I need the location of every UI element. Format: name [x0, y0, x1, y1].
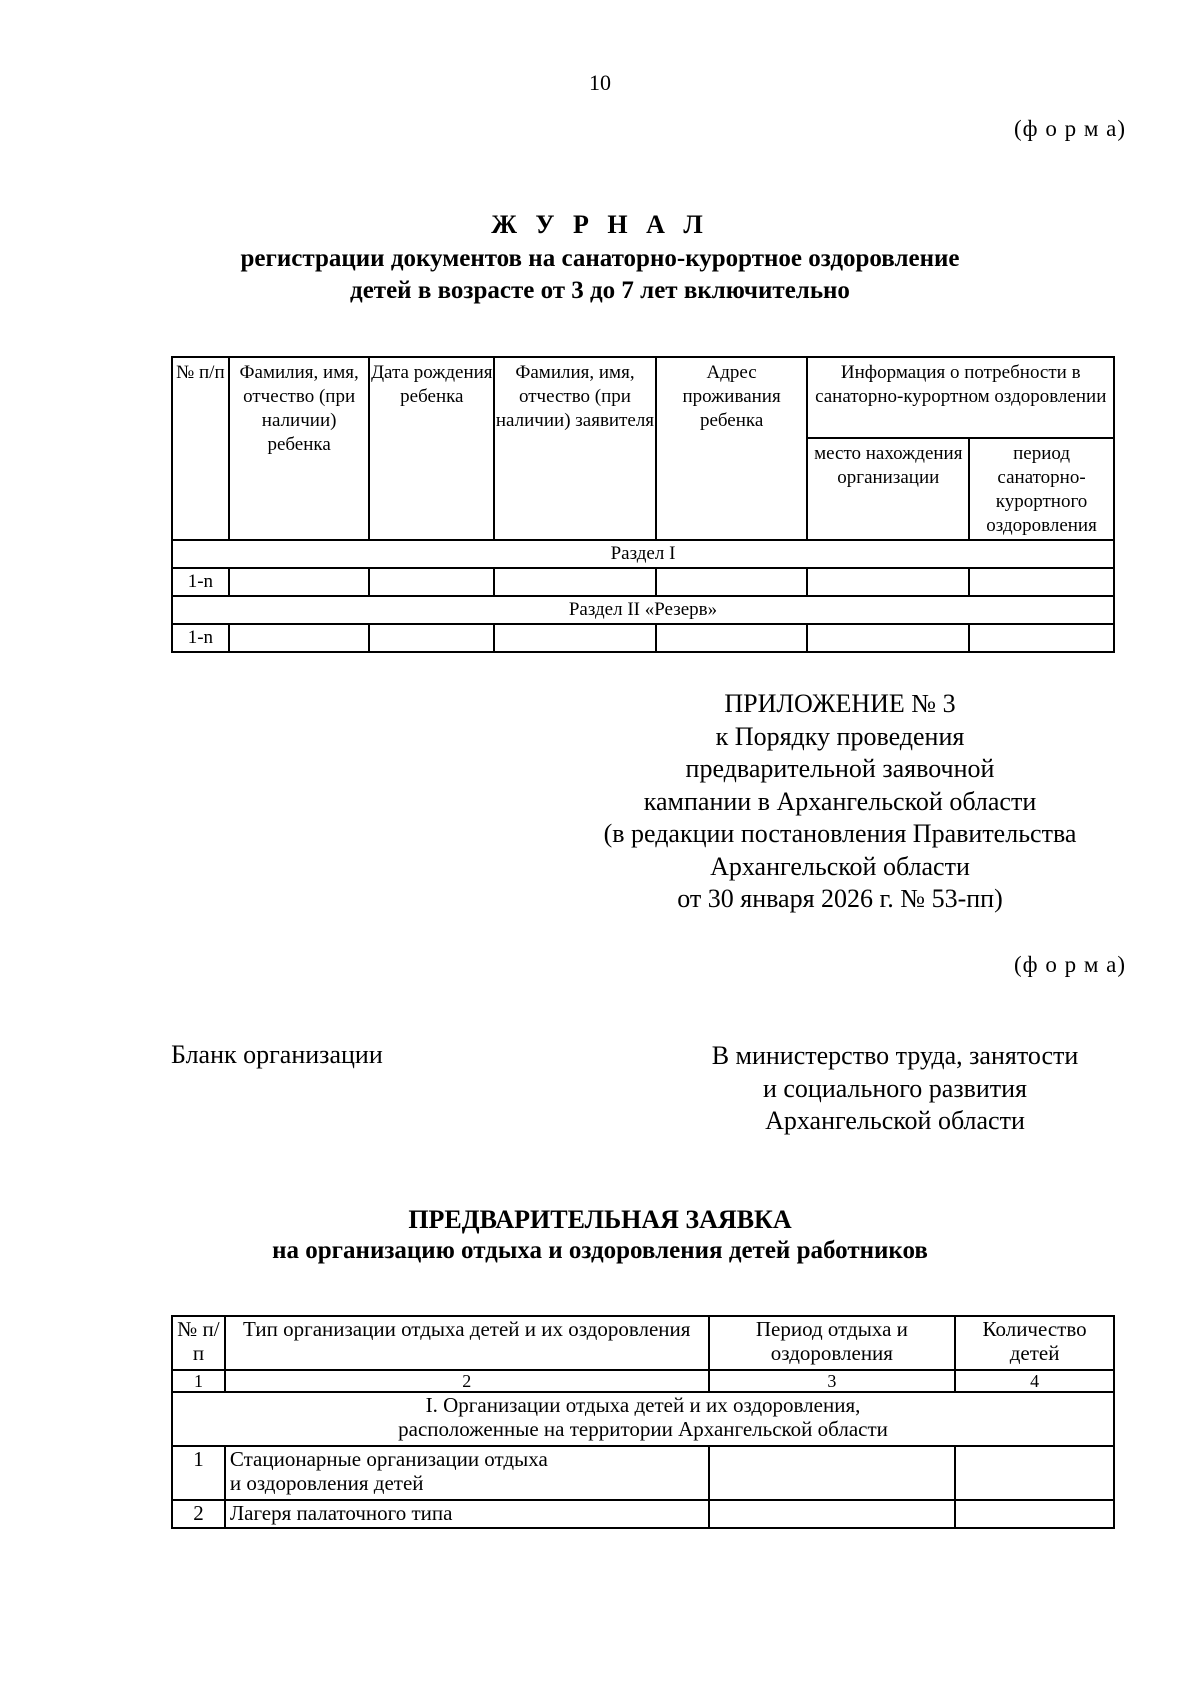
col-number: 1	[172, 1370, 225, 1392]
row-type: Лагеря палаточного типа	[225, 1500, 709, 1528]
col-number: 4	[955, 1370, 1114, 1392]
appendix-line4: кампании в Архангельской области	[643, 786, 1037, 816]
empty-cell	[709, 1500, 956, 1528]
col-number: 3	[709, 1370, 956, 1392]
form-label-2: (ф о р м а)	[1014, 952, 1126, 977]
appendix-line5: (в редакции постановления Правительства	[603, 819, 1077, 848]
application-table	[171, 1315, 1115, 1529]
form-label: (ф о р м а)	[1014, 116, 1126, 141]
recipient-block	[680, 1040, 1110, 1138]
header-birth-date: Дата рождения ребенка	[369, 357, 494, 540]
recipient-line2: и социального развития	[762, 1073, 1028, 1103]
app-section-1-line1: I. Организации отдыха детей и их оздоровления,	[425, 1393, 861, 1417]
app-header-period: Период отдыха и оздоровления	[709, 1316, 956, 1370]
app-header-type: Тип организации отдыха детей и их оздоровления	[225, 1316, 709, 1370]
empty-cell	[369, 624, 494, 652]
empty-cell	[709, 1446, 956, 1500]
empty-cell	[955, 1500, 1114, 1528]
journal-subtitle-line2: детей в возрасте от 3 до 7 лет включительно	[350, 277, 850, 304]
row-type-line1: Стационарные организации отдыха	[229, 1447, 548, 1471]
appendix-line3: предварительной заявочной	[685, 754, 995, 783]
header-need-info: Информация о потребности в санаторно-курортном оздоровлении	[807, 357, 1114, 438]
org-blank: Бланк организации	[171, 1040, 383, 1069]
journal-table	[171, 356, 1115, 653]
app-header-num: № п/п	[172, 1316, 225, 1370]
empty-cell	[955, 1446, 1114, 1500]
row-label: 1-n	[172, 624, 229, 652]
row-label: 1-n	[172, 568, 229, 596]
header-address: Адрес проживания ребенка	[656, 357, 808, 540]
section-1-label: Раздел I	[172, 540, 1114, 568]
empty-cell	[369, 568, 494, 596]
journal-subtitle-line1: регистрации документов на санаторно-курортное оздоровление	[240, 245, 960, 272]
app-header-count: Количество детей	[955, 1316, 1114, 1370]
empty-cell	[969, 568, 1114, 596]
recipient-line3: Архангельской области	[765, 1106, 1025, 1135]
appendix-line2: к Порядку проведения	[715, 721, 965, 751]
row-num: 2	[172, 1500, 225, 1528]
row-type	[225, 1446, 709, 1500]
empty-cell	[229, 568, 370, 596]
empty-cell	[656, 624, 808, 652]
empty-cell	[807, 568, 969, 596]
header-org-location: место нахождения организации	[807, 438, 969, 540]
row-num: 1	[172, 1446, 225, 1500]
empty-cell	[494, 624, 656, 652]
application-subtitle: на организацию отдыха и оздоровления детей работников	[272, 1237, 928, 1264]
appendix-line1: ПРИЛОЖЕНИЕ № 3	[724, 689, 956, 718]
header-period: период санаторно-курортного оздоровления	[969, 438, 1114, 540]
app-section-1	[172, 1392, 1114, 1446]
col-number: 2	[225, 1370, 709, 1392]
empty-cell	[494, 568, 656, 596]
app-section-1-line2: расположенные на территории Архангельской области	[398, 1417, 888, 1441]
page-number: 10	[589, 70, 611, 95]
empty-cell	[229, 624, 370, 652]
appendix-line7: от 30 января 2026 г. № 53-пп)	[677, 884, 1003, 913]
empty-cell	[807, 624, 969, 652]
empty-cell	[656, 568, 808, 596]
header-child-name: Фамилия, имя, отчество (при наличии) ребенка	[229, 357, 370, 540]
section-2-label: Раздел II «Резерв»	[172, 596, 1114, 624]
application-title: ПРЕДВАРИТЕЛЬНАЯ ЗАЯВКА	[408, 1205, 792, 1234]
recipient-line1: В министерство труда, занятости	[711, 1041, 1079, 1070]
header-applicant-name: Фамилия, имя, отчество (при наличии) заявителя	[494, 357, 656, 540]
empty-cell	[969, 624, 1114, 652]
journal-title: Ж У Р Н А Л	[491, 210, 709, 239]
header-num: № п/п	[172, 357, 229, 540]
appendix-block	[560, 688, 1120, 916]
row-type-line2: и оздоровления детей	[229, 1471, 424, 1495]
appendix-line6: Архангельской области	[710, 851, 970, 881]
